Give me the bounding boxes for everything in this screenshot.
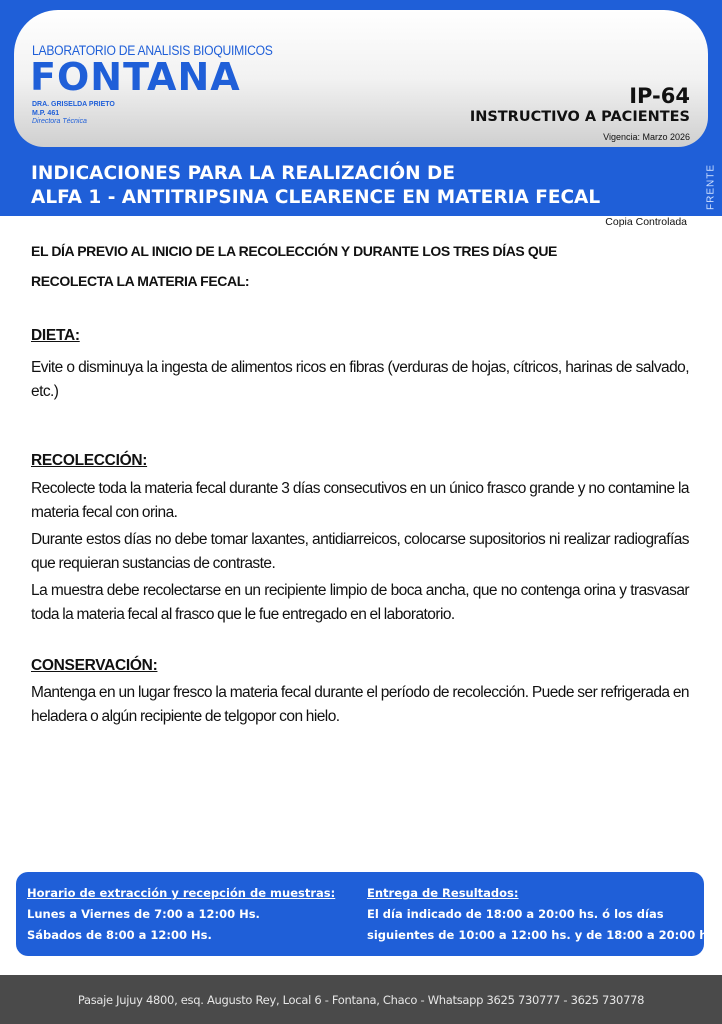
extraction-weekdays: Lunes a Viernes de 7:00 a 12:00 Hs. bbox=[27, 907, 260, 921]
collection-heading: RECOLECCIÓN: bbox=[31, 452, 148, 469]
diet-paragraph: Evite o disminuya la ingesta de alimentos ricos en fibras (verduras de hojas, cítricos, harinas de salvado, etc.) bbox=[31, 359, 689, 400]
conservation-paragraph: Mantenga en un lugar fresco la materia fecal durante el período de recolección. Puede ser refrigerada en heladera o algún recipiente de telgopor con hielo. bbox=[31, 684, 689, 725]
side-tag: FRENTE bbox=[705, 164, 717, 210]
lab-logo-name: FONTANA bbox=[30, 55, 241, 99]
director-name: DRA. GRISELDA PRIETO bbox=[32, 101, 115, 108]
intro-line-1: EL DÍA PREVIO AL INICIO DE LA RECOLECCIÓN Y DURANTE LOS TRES DÍAS QUE bbox=[31, 243, 557, 259]
collection-paragraph-1: Recolecte toda la materia fecal durante 3 días consecutivos en un único frasco grande y no contamine la materia fecal con orina. bbox=[31, 480, 689, 521]
extraction-heading: Horario de extracción y recepción de muestras: bbox=[27, 886, 336, 900]
controlled-copy-label: Copia Controlada bbox=[605, 216, 687, 228]
document-validity: Vigencia: Marzo 2026 bbox=[603, 132, 690, 142]
results-line-2: siguientes de 10:00 a 12:00 hs. y de 18:00 a 20:00 hs. bbox=[367, 928, 719, 942]
director-license: M.P. 461 bbox=[32, 109, 60, 117]
director-role: Directora Técnica bbox=[32, 118, 87, 125]
collection-paragraph-3: La muestra debe recolectarse en un recipiente limpio de boca ancha, que no contenga orina y trasvasar toda la materia fecal al frasco que le fue entregado en el laboratorio. bbox=[31, 582, 689, 623]
document-code: IP-64 bbox=[629, 84, 690, 108]
director-info bbox=[32, 101, 115, 127]
results-line-1: El día indicado de 18:00 a 20:00 hs. ó los días bbox=[367, 907, 664, 921]
diet-heading: DIETA: bbox=[31, 327, 80, 344]
page-title bbox=[31, 162, 600, 210]
extraction-hours bbox=[27, 883, 335, 946]
title-line-1: INDICACIONES PARA LA REALIZACIÓN DE bbox=[31, 163, 456, 184]
lab-subtitle: LABORATORIO DE ANALISIS BIOQUIMICOS bbox=[32, 43, 273, 58]
collection-paragraph-2: Durante estos días no debe tomar laxantes, antidiarreicos, colocarse supositorios ni realizar radiografías que requieran sustancias de contraste. bbox=[31, 531, 689, 572]
title-line-2: ALFA 1 - ANTITRIPSINA CLEARENCE EN MATERIA FECAL bbox=[31, 187, 601, 208]
instructions-body bbox=[31, 236, 689, 729]
footer-address: Pasaje Jujuy 4800, esq. Augusto Rey, Local 6 - Fontana, Chaco - Whatsapp 3625 730777 - 3625 730778 bbox=[0, 975, 722, 1024]
intro-line-2: RECOLECTA LA MATERIA FECAL: bbox=[31, 273, 250, 289]
results-heading: Entrega de Resultados: bbox=[367, 886, 519, 900]
conservation-heading: CONSERVACIÓN: bbox=[31, 657, 158, 674]
document-type: INSTRUCTIVO A PACIENTES bbox=[469, 109, 690, 125]
results-delivery bbox=[367, 883, 719, 946]
extraction-saturday: Sábados de 8:00 a 12:00 Hs. bbox=[27, 928, 212, 942]
hours-box bbox=[16, 872, 719, 956]
